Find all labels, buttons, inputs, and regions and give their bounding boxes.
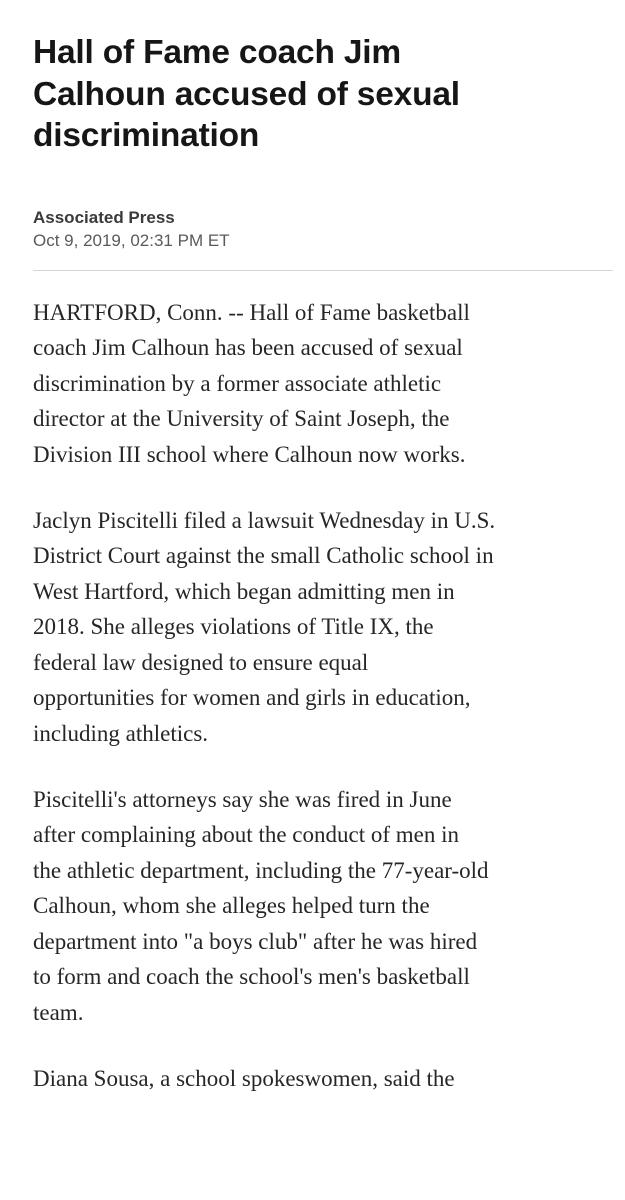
paragraph-line: to form and coach the school's men's basketball (33, 964, 470, 989)
article-paragraph (33, 782, 603, 1031)
headline-line: Calhoun accused of sexual (33, 75, 460, 113)
article-timestamp: Oct 9, 2019, 02:31 PM ET (33, 230, 230, 250)
paragraph-line: the athletic department, including the 77-year-old (33, 857, 489, 883)
paragraph-line: 2018. She alleges violations of Title IX, the (33, 614, 434, 639)
article-paragraph (33, 295, 603, 473)
paragraph-line: including athletics. (33, 720, 209, 746)
article-body (33, 295, 603, 1097)
paragraph-line: federal law designed to ensure equal (33, 649, 369, 675)
paragraph-line: District Court against the small Catholic school in (33, 543, 494, 568)
headline-line: Hall of Fame coach Jim (33, 34, 401, 71)
paragraph-line: discrimination by a former associate athletic (33, 370, 442, 396)
paragraph-line: opportunities for women and girls in education, (33, 685, 471, 710)
paragraph-line: Calhoun, whom she alleges helped turn the (33, 893, 430, 918)
paragraph-line: Diana Sousa, a school spokeswomen, said the (33, 1065, 455, 1091)
article-paragraph (33, 503, 603, 752)
paragraph-line: coach Jim Calhoun has been accused of sexual (33, 335, 463, 360)
paragraph-line: after complaining about the conduct of men in (33, 822, 460, 847)
article (33, 32, 603, 1127)
paragraph-line: team. (33, 999, 84, 1025)
article-paragraph (33, 1061, 603, 1097)
divider (33, 270, 613, 271)
paragraph-line: department into "a boys club" after he was hired (33, 928, 478, 954)
article-headline (33, 32, 603, 157)
headline-line: discrimination (33, 117, 260, 154)
paragraph-line: Division III school where Calhoun now works. (33, 441, 466, 467)
paragraph-line: HARTFORD, Conn. -- Hall of Fame basketball (33, 299, 470, 325)
paragraph-line: Piscitelli's attorneys say she was fired in June (33, 786, 452, 812)
article-author[interactable]: Associated Press (33, 207, 175, 227)
paragraph-line: West Hartford, which began admitting men in (33, 578, 455, 604)
paragraph-line: Jaclyn Piscitelli filed a lawsuit Wednesday in U.S. (33, 507, 496, 533)
paragraph-line: director at the University of Saint Joseph, the (33, 406, 450, 431)
